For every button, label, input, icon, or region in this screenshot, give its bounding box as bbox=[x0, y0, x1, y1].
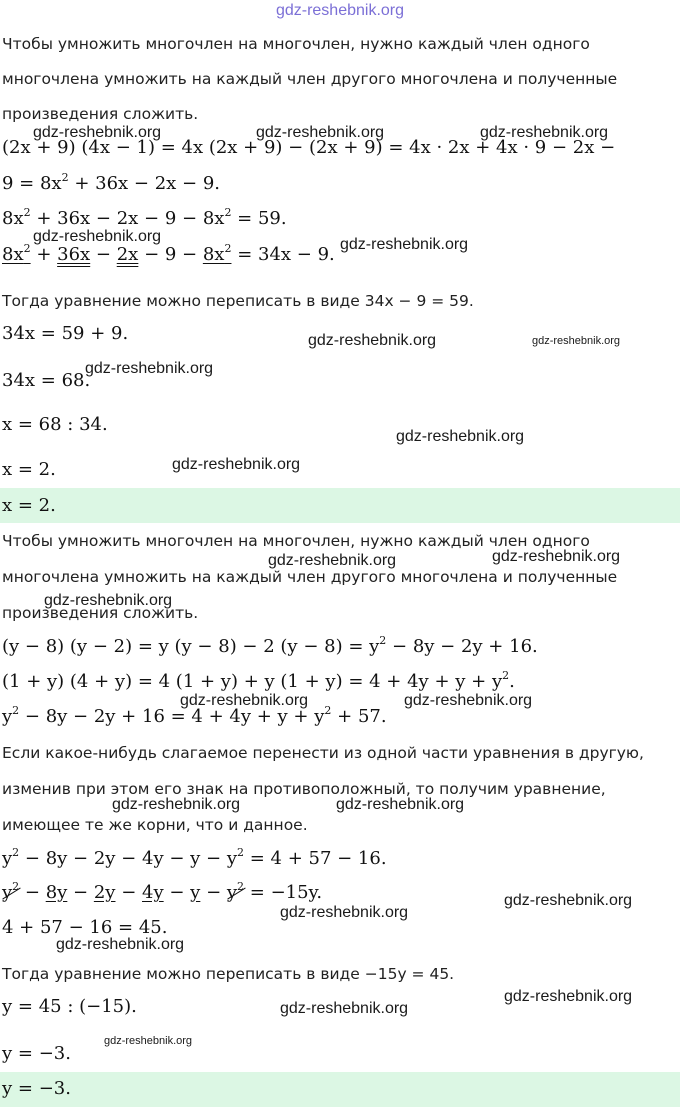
answer-value: x = 2. bbox=[2, 495, 56, 516]
rule-line-1: Чтобы умножить многочлен на многочлен, нужно каждый член одного bbox=[2, 532, 590, 550]
equation-like-terms: $y^2 - 8y - 2y - 4y - y - y^2 = -15y$. bbox=[2, 880, 323, 903]
watermark: gdz-reshebnik.org bbox=[180, 692, 309, 709]
equation-expand-line-1: (2x + 9) (4x − 1) = 4x (2x + 9) − (2x + 9) = 4x · 2x + 4x · 9 − 2x − bbox=[2, 137, 616, 158]
watermark: gdz-reshebnik.org bbox=[256, 124, 385, 141]
solution-step-4: x = 2. bbox=[2, 459, 56, 480]
rule-line-2: многочлена умножить на каждый член другого многочлена и полученные bbox=[2, 70, 618, 88]
watermark: gdz-reshebnik.org bbox=[480, 124, 609, 141]
equation-expand-line-2: $9 = 8x^2 + 36x - 2x - 9$. bbox=[2, 171, 221, 194]
watermark: gdz-reshebnik.org bbox=[280, 904, 409, 921]
solution-step-1: y = 45 : (−15). bbox=[2, 996, 137, 1017]
answer-box bbox=[0, 1072, 680, 1107]
watermark: gdz-reshebnik.org bbox=[308, 332, 437, 349]
solution-step-1: 34x = 59 + 9. bbox=[2, 323, 129, 344]
watermark: gdz-reshebnik.org bbox=[504, 988, 633, 1005]
watermark: gdz-reshebnik.org bbox=[532, 335, 621, 347]
watermark: gdz-reshebnik.org bbox=[33, 124, 162, 141]
rule-line-3: произведения сложить. bbox=[2, 604, 199, 622]
watermark: gdz-reshebnik.org bbox=[404, 692, 533, 709]
watermark: gdz-reshebnik.org bbox=[172, 456, 301, 473]
solution-step-2: 34x = 68. bbox=[2, 370, 91, 391]
transfer-rule-line-3: имеющее те же корни, что и данное. bbox=[2, 816, 308, 834]
solution-step-3: x = 68 : 34. bbox=[2, 414, 108, 435]
watermark: gdz-reshebnik.org bbox=[280, 1000, 409, 1017]
watermark: gdz-reshebnik.org bbox=[104, 1035, 193, 1047]
answer-value: y = −3. bbox=[2, 1078, 71, 1099]
equation-combined: $8x^2 + 36x - 2x - 9 - 8x^2 = 59$. bbox=[2, 206, 287, 229]
transfer-rule-line-2: изменив при этом его знак на противоположный, то получим уравнение, bbox=[2, 780, 606, 798]
watermark: gdz-reshebnik.org bbox=[44, 592, 173, 609]
watermark: gdz-reshebnik.org bbox=[33, 228, 162, 245]
watermark: gdz-reshebnik.org bbox=[340, 236, 469, 253]
watermark: gdz-reshebnik.org bbox=[268, 552, 397, 569]
equation-right-side: 4 + 57 − 16 = 45. bbox=[2, 917, 168, 938]
equation-substituted: $y^2 - 8y - 2y + 16 = 4 + 4y + y + y^2 + 57$. bbox=[2, 704, 387, 727]
watermark: gdz-reshebnik.org bbox=[56, 936, 185, 953]
solution-step-2: y = −3. bbox=[2, 1043, 71, 1064]
watermark: gdz-reshebnik.org bbox=[492, 548, 621, 565]
watermark: gdz-reshebnik.org bbox=[396, 428, 525, 445]
rewrite-sentence: Тогда уравнение можно переписать в виде 34x − 9 = 59. bbox=[2, 292, 474, 310]
site-header-link[interactable]: gdz-reshebnik.org bbox=[275, 2, 405, 19]
watermark: gdz-reshebnik.org bbox=[112, 796, 241, 813]
equation-expand-right: (1 + y) (4 + y) = 4 (1 + y) + y $(1 + y) = 4 + 4y + y + y^2$. bbox=[2, 669, 515, 692]
rule-line-2: многочлена умножить на каждый член другого многочлена и полученные bbox=[2, 568, 618, 586]
rule-line-3: произведения сложить. bbox=[2, 105, 199, 123]
transfer-rule-line-1: Если какое-нибудь слагаемое перенести из одной части уравнения в другую, bbox=[2, 744, 644, 762]
watermark: gdz-reshebnik.org bbox=[85, 360, 214, 377]
rule-line-1: Чтобы умножить многочлен на многочлен, нужно каждый член одного bbox=[2, 35, 590, 53]
equation-expand-left: (y − 8) (y − 2) = y (y − 8) − 2 $(y - 8) = y^2 - 8y - 2y + 16$. bbox=[2, 634, 538, 657]
watermark: gdz-reshebnik.org bbox=[504, 892, 633, 909]
rewrite-sentence: Тогда уравнение можно переписать в виде −15y = 45. bbox=[2, 965, 455, 983]
equation-moved-terms: $y^2 - 8y - 2y - 4y - y - y^2 = 4 + 57 - 16$. bbox=[2, 846, 387, 869]
answer-box bbox=[0, 488, 680, 523]
watermark: gdz-reshebnik.org bbox=[336, 796, 465, 813]
equation-like-terms: $8x^2 + 36x - 2x - 9 - 8x^2 = 34x - 9$. bbox=[2, 242, 335, 265]
